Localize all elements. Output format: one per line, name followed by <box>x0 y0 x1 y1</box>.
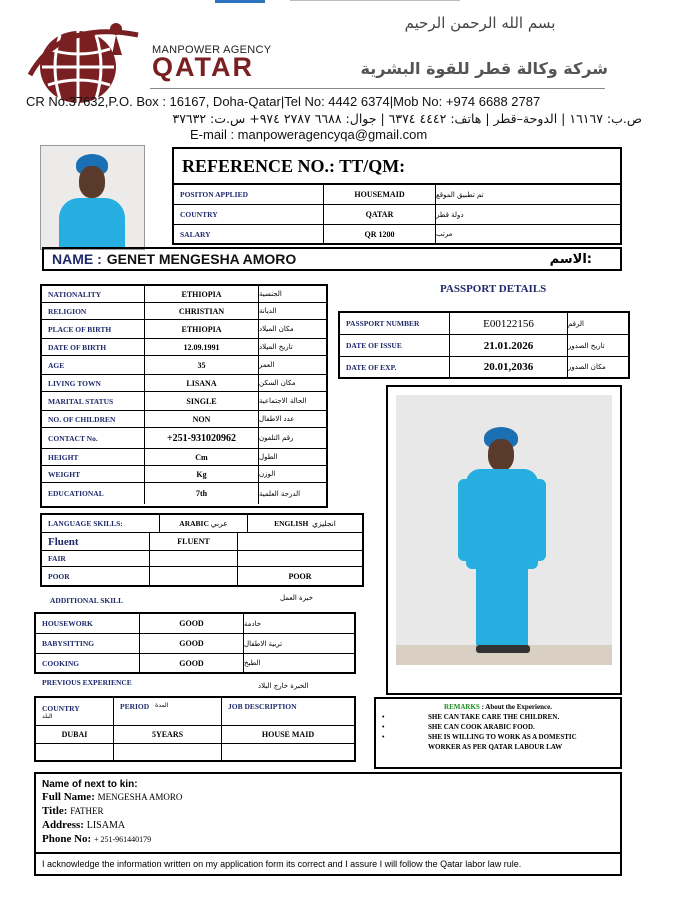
experience-empty-cell <box>222 744 354 760</box>
kin-full-name-line <box>42 791 620 804</box>
kin-address-line <box>42 818 620 833</box>
personal-row <box>42 286 326 303</box>
experience-job: HOUSE MAID <box>261 730 315 739</box>
agency-small-title: MANPOWER AGENCY <box>152 44 272 56</box>
personal-label: MARITAL STATUS <box>42 392 145 410</box>
personal-label: RELIGION <box>42 303 145 319</box>
additional-skill-title: ADDITIONAL SKILL <box>50 596 124 605</box>
name-value: GENET MENGESHA AMORO <box>106 251 297 267</box>
top-accent-line <box>290 0 460 1</box>
language-arabic-value: FLUENT <box>150 533 238 550</box>
passport-value: E00122156 <box>450 313 568 334</box>
reference-value: QATAR <box>324 205 436 224</box>
photo-shoes <box>476 645 530 653</box>
personal-value: 12.09.1991 <box>145 339 259 355</box>
passport-label: DATE OF ISSUE <box>340 335 450 356</box>
english-column-label: ENGLISH <box>274 519 309 528</box>
experience-table <box>34 696 356 762</box>
personal-label: AGE <box>42 356 145 374</box>
top-accent-bar <box>215 0 265 3</box>
personal-arabic: الجنسية <box>259 290 282 298</box>
passport-label: PASSPORT NUMBER <box>340 313 450 334</box>
contact-line-arabic: ص.ب: ١٦١٦٧ | الدوحة–قطر | هاتف: ٤٤٤٢ ٦٣٧٤ | جوال: ٦٦٨٨ ٢٧٨٧ ٩٧٤+ س.ت: ٣٧٦٣٢ <box>172 111 642 126</box>
next-of-kin-box <box>34 772 622 876</box>
skill-label: HOUSEWORK <box>36 614 140 633</box>
photo-uniform-pants <box>476 567 528 645</box>
personal-arabic: تاريخ الميلاد <box>259 343 293 351</box>
english-column-arabic: انجليزي <box>312 519 336 528</box>
personal-value: CHRISTIAN <box>145 303 259 319</box>
personal-row <box>42 320 326 339</box>
language-arabic-value <box>150 551 238 566</box>
reference-arabic: مرتب <box>436 230 453 238</box>
remark-item <box>382 722 614 732</box>
language-english-value <box>238 551 362 566</box>
passport-table <box>338 311 630 379</box>
remark-item <box>382 742 614 752</box>
personal-row <box>42 466 326 483</box>
personal-value: 7th <box>145 483 259 504</box>
kin-phone-label: Phone No: <box>42 833 92 845</box>
remark-item <box>382 712 614 722</box>
personal-value: LISANA <box>145 375 259 391</box>
personal-arabic: الدرجة العلمية <box>259 489 301 498</box>
remark-text: WORKER AS PER QATAR LABOUR LAW <box>428 743 563 751</box>
remark-text: SHE IS WILLING TO WORK AS A DOMESTIC <box>428 733 577 741</box>
remark-text: SHE CAN COOK ARABIC FOOD. <box>428 723 535 731</box>
period-header-arabic: المدة <box>155 702 169 709</box>
reference-label: COUNTRY <box>174 205 324 224</box>
language-header-english <box>248 515 362 532</box>
applicant-photo-small <box>40 145 145 250</box>
kin-title: FATHER <box>70 806 104 816</box>
reference-label: POSITON APPLIED <box>174 185 324 204</box>
personal-value: SINGLE <box>145 392 259 410</box>
personal-arabic: الوزن <box>259 470 276 478</box>
photo-backdrop <box>396 395 612 665</box>
country-header: COUNTRY <box>42 703 80 713</box>
personal-arabic: مكان الميلاد <box>259 325 294 333</box>
kin-full-name-label: Full Name: <box>42 791 95 803</box>
reference-label: SALARY <box>174 225 324 243</box>
reference-value: QR 1200 <box>324 225 436 243</box>
remarks-box <box>374 697 622 769</box>
bullet-icon: • <box>382 713 385 721</box>
personal-arabic: الحالة الاجتماعية <box>259 397 307 405</box>
personal-label: DATE OF BIRTH <box>42 339 145 355</box>
name-bar <box>42 247 622 271</box>
personal-label: HEIGHT <box>42 449 145 465</box>
remarks-title: REMARKS <box>444 703 480 711</box>
kin-address-label: Address: <box>42 819 84 831</box>
bullet-icon <box>382 742 428 752</box>
language-table <box>40 513 364 587</box>
photo-uniform <box>59 198 125 250</box>
personal-value: Cm <box>145 449 259 465</box>
personal-arabic: عدد الاطفال <box>259 415 295 423</box>
email-line: E-mail : manpoweragencyqa@gmail.com <box>190 127 428 142</box>
personal-value: +251-931020962 <box>145 428 259 448</box>
language-arabic-value <box>150 567 238 585</box>
name-arabic-label: الاسم: <box>549 251 592 267</box>
passport-arabic: مكان الصدور <box>568 363 606 371</box>
personal-row <box>42 339 326 356</box>
personal-details-table <box>40 284 328 508</box>
arabic-column-label: ARABIC <box>179 519 209 528</box>
arabic-column-arabic: عربي <box>210 519 228 528</box>
personal-row <box>42 483 326 504</box>
kin-title-line <box>42 804 620 818</box>
skill-value: GOOD <box>140 614 244 633</box>
reference-row <box>174 225 620 243</box>
kin-phone: + 251-961440179 <box>93 835 152 844</box>
basmala-calligraphy: بسم الله الرحمن الرحيم <box>404 14 556 32</box>
experience-country: DUBAI <box>36 726 114 743</box>
experience-empty-cell <box>114 744 222 760</box>
experience-header-period <box>114 698 222 725</box>
personal-label: NO. OF CHILDREN <box>42 411 145 427</box>
passport-arabic: الرقم <box>568 319 584 328</box>
skill-arabic: خادمة <box>244 619 262 628</box>
remark-text: SHE CAN TAKE CARE THE CHILDREN. <box>428 713 560 721</box>
personal-row <box>42 303 326 320</box>
personal-arabic: مكان السكن <box>259 379 296 387</box>
personal-arabic: العمر <box>259 361 275 369</box>
reference-row <box>174 205 620 225</box>
previous-experience-title: PREVIOUS EXPERIENCE <box>42 678 132 687</box>
additional-skill-table <box>34 612 356 674</box>
skill-value: GOOD <box>140 654 244 672</box>
personal-row <box>42 356 326 375</box>
experience-header-country <box>36 698 114 725</box>
personal-value: NON <box>145 411 259 427</box>
skill-arabic: الطبخ <box>244 659 261 667</box>
kin-title-label: Title: <box>42 805 68 817</box>
passport-value: 21.01.2026 <box>450 335 568 356</box>
skill-value: GOOD <box>140 634 244 653</box>
agency-arabic-title: شركة وكالة قطر للقوة البشرية <box>360 59 608 78</box>
personal-label: CONTACT No. <box>42 428 145 448</box>
language-header-label: LANGUAGE SKILLS: <box>42 515 160 532</box>
reference-arabic: تم تطبيق الموقع <box>436 190 484 199</box>
kin-phone-line <box>42 833 620 846</box>
acknowledgement-text: I acknowledge the information written on my application form its correct and I assure I will follow the Qatar labor law rule. <box>42 859 522 869</box>
personal-row <box>42 411 326 428</box>
remark-item <box>382 732 614 742</box>
passport-value: 20.01,2036 <box>450 357 568 377</box>
personal-row <box>42 428 326 449</box>
personal-row <box>42 375 326 392</box>
experience-empty-cell <box>36 744 114 760</box>
personal-value: Kg <box>145 466 259 482</box>
photo-face <box>79 166 105 198</box>
personal-value: ETHIOPIA <box>145 320 259 338</box>
personal-arabic: الطول <box>259 453 278 461</box>
passport-title: PASSPORT DETAILS <box>440 283 547 295</box>
applicant-photo-full <box>386 385 622 695</box>
previous-experience-title-arabic: الخبرة خارج البلاد <box>258 682 309 690</box>
experience-period: 5YEARS <box>114 726 222 743</box>
reference-title: REFERENCE NO.: TT/QM: <box>182 155 406 176</box>
skill-label: BABYSITTING <box>36 634 140 653</box>
header-underline <box>150 88 605 89</box>
photo-uniform-top <box>466 469 538 569</box>
passport-arabic: تاريخ الصدور <box>568 341 605 350</box>
photo-face <box>488 439 514 471</box>
passport-label: DATE OF EXP. <box>340 357 450 377</box>
photo-arm-left <box>458 479 472 561</box>
photo-arm-right <box>532 479 546 561</box>
language-header-arabic <box>160 515 248 532</box>
language-level-label: POOR <box>42 567 150 585</box>
reference-arabic: دولة قطر <box>436 210 464 219</box>
bullet-icon: • <box>382 723 385 731</box>
personal-value: 35 <box>145 356 259 374</box>
job-header: JOB DESCRIPTION <box>228 702 297 711</box>
globe-logo-icon <box>20 15 145 105</box>
personal-label: NATIONALITY <box>42 286 145 302</box>
language-english-value: POOR <box>288 571 312 581</box>
personal-row <box>42 392 326 411</box>
language-level-label: Fluent <box>42 533 150 550</box>
language-level-label: FAIR <box>42 551 150 566</box>
reference-value: HOUSEMAID <box>324 185 436 204</box>
personal-label: EDUCATIONAL <box>42 483 145 504</box>
kin-full-name: MENGESHA AMORO <box>97 792 183 802</box>
remarks-title-suffix: : About the Experience. <box>481 703 552 711</box>
period-header: PERIOD <box>120 702 150 711</box>
name-label: NAME : <box>52 251 102 267</box>
kin-address: LISAMA <box>86 820 126 831</box>
bullet-icon: • <box>382 733 385 741</box>
country-header-arabic: البلد <box>42 712 53 720</box>
personal-arabic: الديانة <box>259 307 277 315</box>
reference-table <box>172 147 622 245</box>
additional-skill-title-arabic: خبرة العمل <box>280 594 313 602</box>
remarks-list <box>382 712 614 752</box>
skill-arabic: تربية الاطفال <box>244 639 283 648</box>
reference-row <box>174 185 620 205</box>
personal-value: ETHIOPIA <box>145 286 259 302</box>
language-english-value <box>238 533 362 550</box>
personal-label: PLACE OF BIRTH <box>42 320 145 338</box>
agency-big-title: QATAR <box>152 52 254 82</box>
remarks-heading <box>382 703 614 711</box>
personal-label: WEIGHT <box>42 466 145 482</box>
personal-label: LIVING TOWN <box>42 375 145 391</box>
contact-line: CR No:37632,P.O. Box : 16167, Doha-Qatar|Tel No: 4442 6374|Mob No: +974 6688 2787 <box>26 94 541 109</box>
kin-heading: Name of next to kin: <box>42 779 138 790</box>
personal-row <box>42 449 326 466</box>
personal-arabic: رقم التلفون <box>259 434 294 442</box>
skill-label: COOKING <box>36 654 140 672</box>
